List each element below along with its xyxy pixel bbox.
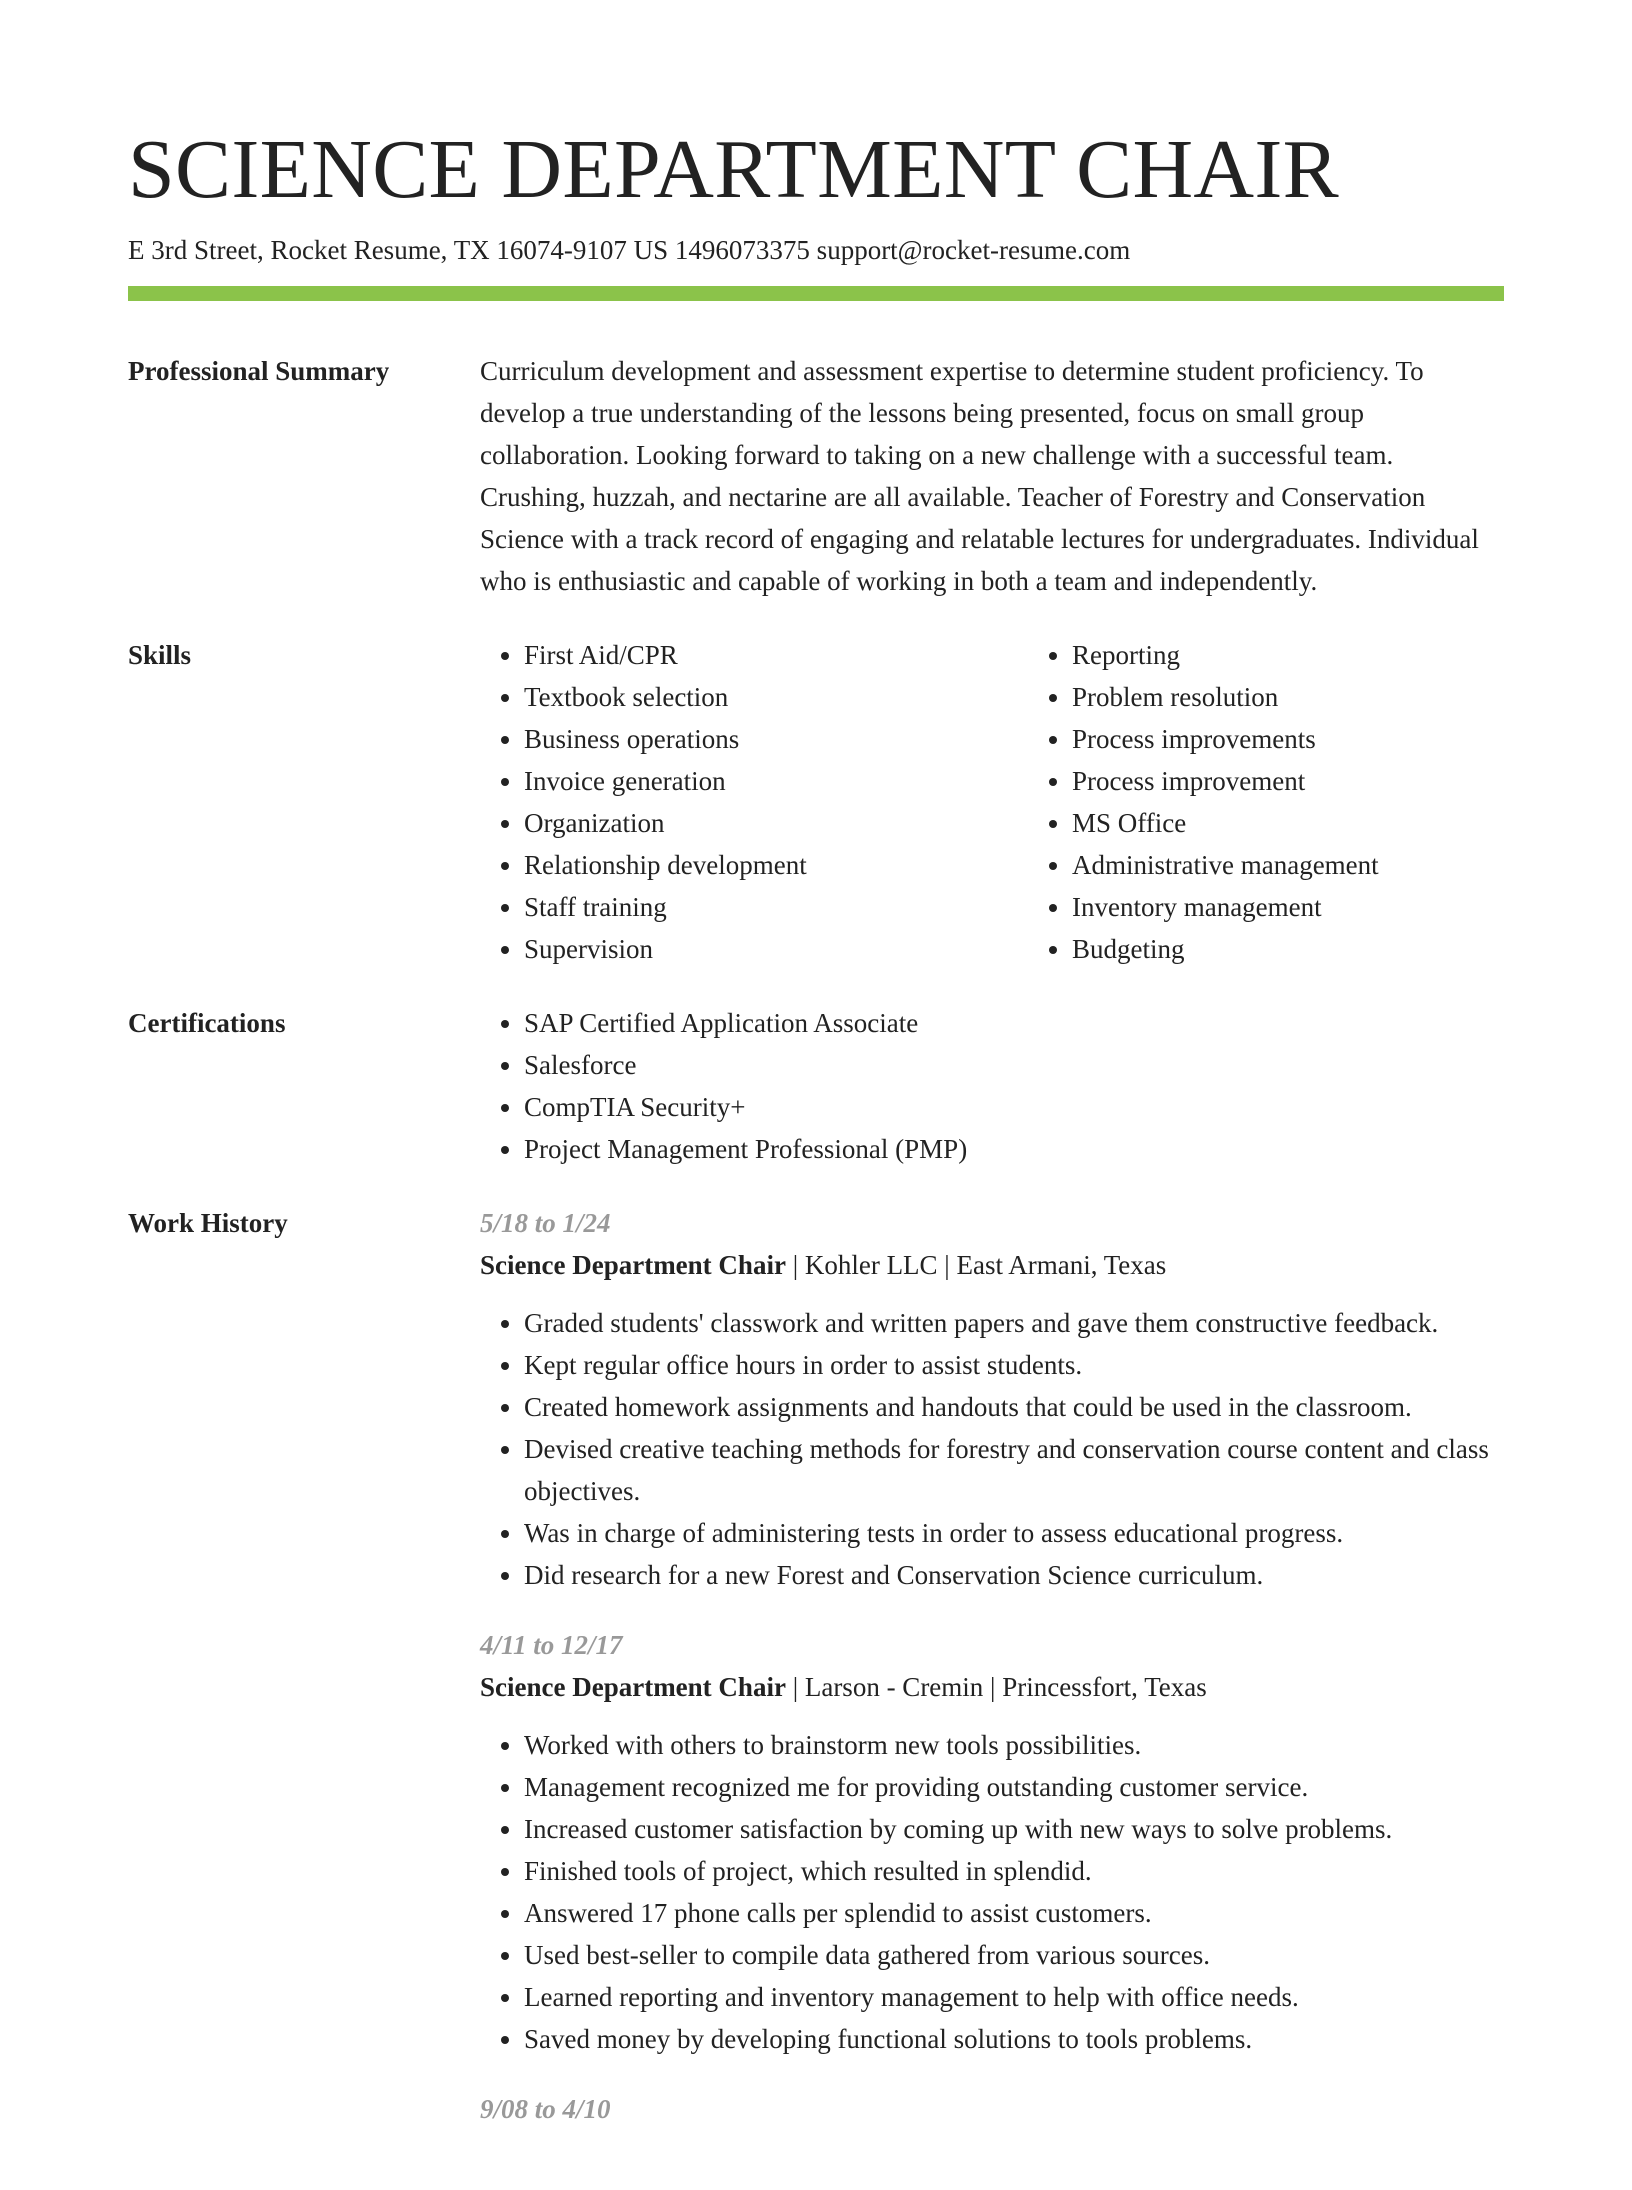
- certifications-body: [480, 1002, 1504, 1170]
- certifications-list: [480, 1002, 1504, 1170]
- summary-body: [480, 350, 1504, 602]
- summary-text: Curriculum development and assessment expertise to determine student proficiency. To develop a true understanding of the lessons being presented, focus on small group collaboration. Looking forward to taking on a new challenge with a successful team. Crushing, huzzah, and nectarine are all available. Teacher of Forestry and Conservation Science with a track record of engaging and relatable lectures for undergraduates. Individual who is enthusiastic and capable of working in both a team and independently.: [480, 356, 1479, 596]
- skill-item: • Staff training: [524, 886, 1028, 928]
- skill-item: • First Aid/CPR: [524, 634, 1028, 676]
- job-duty-item: • Graded students' classwork and written papers and gave them constructive feedback.: [524, 1302, 1504, 1344]
- job-title: Science Department Chair: [480, 1672, 786, 1702]
- job-duty-item: • Did research for a new Forest and Conservation Science curriculum.: [524, 1554, 1504, 1596]
- work-history-section: [128, 1202, 1504, 2158]
- header-accent-rule: [128, 286, 1504, 301]
- skill-item: • Inventory management: [1072, 886, 1576, 928]
- job-dates: 5/18 to 1/24: [480, 1208, 611, 1238]
- job-duties-list: [480, 1724, 1504, 2060]
- job-company-location: | Larson - Cremin | Princessfort, Texas: [785, 1672, 1207, 1702]
- job-duty-item: • Finished tools of project, which resulted in splendid.: [524, 1850, 1504, 1892]
- job-dates: 4/11 to 12/17: [480, 1630, 623, 1660]
- job-duty-item: • Worked with others to brainstorm new tools possibilities.: [524, 1724, 1504, 1766]
- work-history-body: [480, 1202, 1504, 2158]
- skill-item: • Process improvement: [1072, 760, 1576, 802]
- certification-item: • Project Management Professional (PMP): [524, 1128, 1504, 1170]
- job-entry: [480, 1624, 1504, 2060]
- skill-item: • Problem resolution: [1072, 676, 1576, 718]
- skill-item: • Budgeting: [1072, 928, 1576, 970]
- job-company-location: | Kohler LLC | East Armani, Texas: [785, 1250, 1167, 1280]
- section-label-summary: Professional Summary: [128, 356, 390, 386]
- job-duty-item: • Created homework assignments and handouts that could be used in the classroom.: [524, 1386, 1504, 1428]
- skill-item: • Process improvements: [1072, 718, 1576, 760]
- skills-section: [128, 634, 1504, 970]
- job-duty-item: • Devised creative teaching methods for forestry and conservation course content and class objectives.: [524, 1428, 1504, 1512]
- skills-body: [480, 634, 1504, 970]
- job-duty-item: • Kept regular office hours in order to assist students.: [524, 1344, 1504, 1386]
- job-dates: 9/08 to 4/10: [480, 2094, 611, 2124]
- job-duty-item: • Answered 17 phone calls per splendid to assist customers.: [524, 1892, 1504, 1934]
- skills-list-left: [480, 634, 1028, 970]
- job-title-line: [480, 1244, 1504, 1286]
- skill-item: • Textbook selection: [524, 676, 1028, 718]
- section-label-work-history: Work History: [128, 1208, 288, 1238]
- skill-item: • Supervision: [524, 928, 1028, 970]
- contact-line: E 3rd Street, Rocket Resume, TX 16074-9107 US 1496073375 support@rocket-resume.com: [128, 235, 1131, 265]
- job-entry: [480, 1202, 1504, 1596]
- resume-name: SCIENCE DEPARTMENT CHAIR: [128, 123, 1339, 216]
- job-title: Science Department Chair: [480, 1250, 786, 1280]
- skill-item: • MS Office: [1072, 802, 1576, 844]
- certification-item: • CompTIA Security+: [524, 1086, 1504, 1128]
- job-duty-item: • Increased customer satisfaction by coming up with new ways to solve problems.: [524, 1808, 1504, 1850]
- job-duties-list: [480, 1302, 1504, 1596]
- skill-item: • Reporting: [1072, 634, 1576, 676]
- job-title-line: [480, 1666, 1504, 1708]
- job-duty-item: • Learned reporting and inventory management to help with office needs.: [524, 1976, 1504, 2018]
- job-duty-item: • Management recognized me for providing outstanding customer service.: [524, 1766, 1504, 1808]
- job-entry: [480, 2088, 1504, 2130]
- skill-item: • Business operations: [524, 718, 1028, 760]
- skill-item: • Organization: [524, 802, 1028, 844]
- certification-item: • Salesforce: [524, 1044, 1504, 1086]
- skills-list-right: [1028, 634, 1576, 970]
- job-duty-item: • Used best-seller to compile data gathered from various sources.: [524, 1934, 1504, 1976]
- section-label-skills: Skills: [128, 640, 192, 670]
- certification-item: • SAP Certified Application Associate: [524, 1002, 1504, 1044]
- resume-content: [128, 350, 1504, 2190]
- skill-item: • Relationship development: [524, 844, 1028, 886]
- job-duty-item: • Was in charge of administering tests in order to assess educational progress.: [524, 1512, 1504, 1554]
- skill-item: • Invoice generation: [524, 760, 1028, 802]
- section-label-certifications: Certifications: [128, 1008, 286, 1038]
- job-duty-item: • Saved money by developing functional solutions to tools problems.: [524, 2018, 1504, 2060]
- skill-item: • Administrative management: [1072, 844, 1576, 886]
- summary-section: [128, 350, 1504, 602]
- certifications-section: [128, 1002, 1504, 1170]
